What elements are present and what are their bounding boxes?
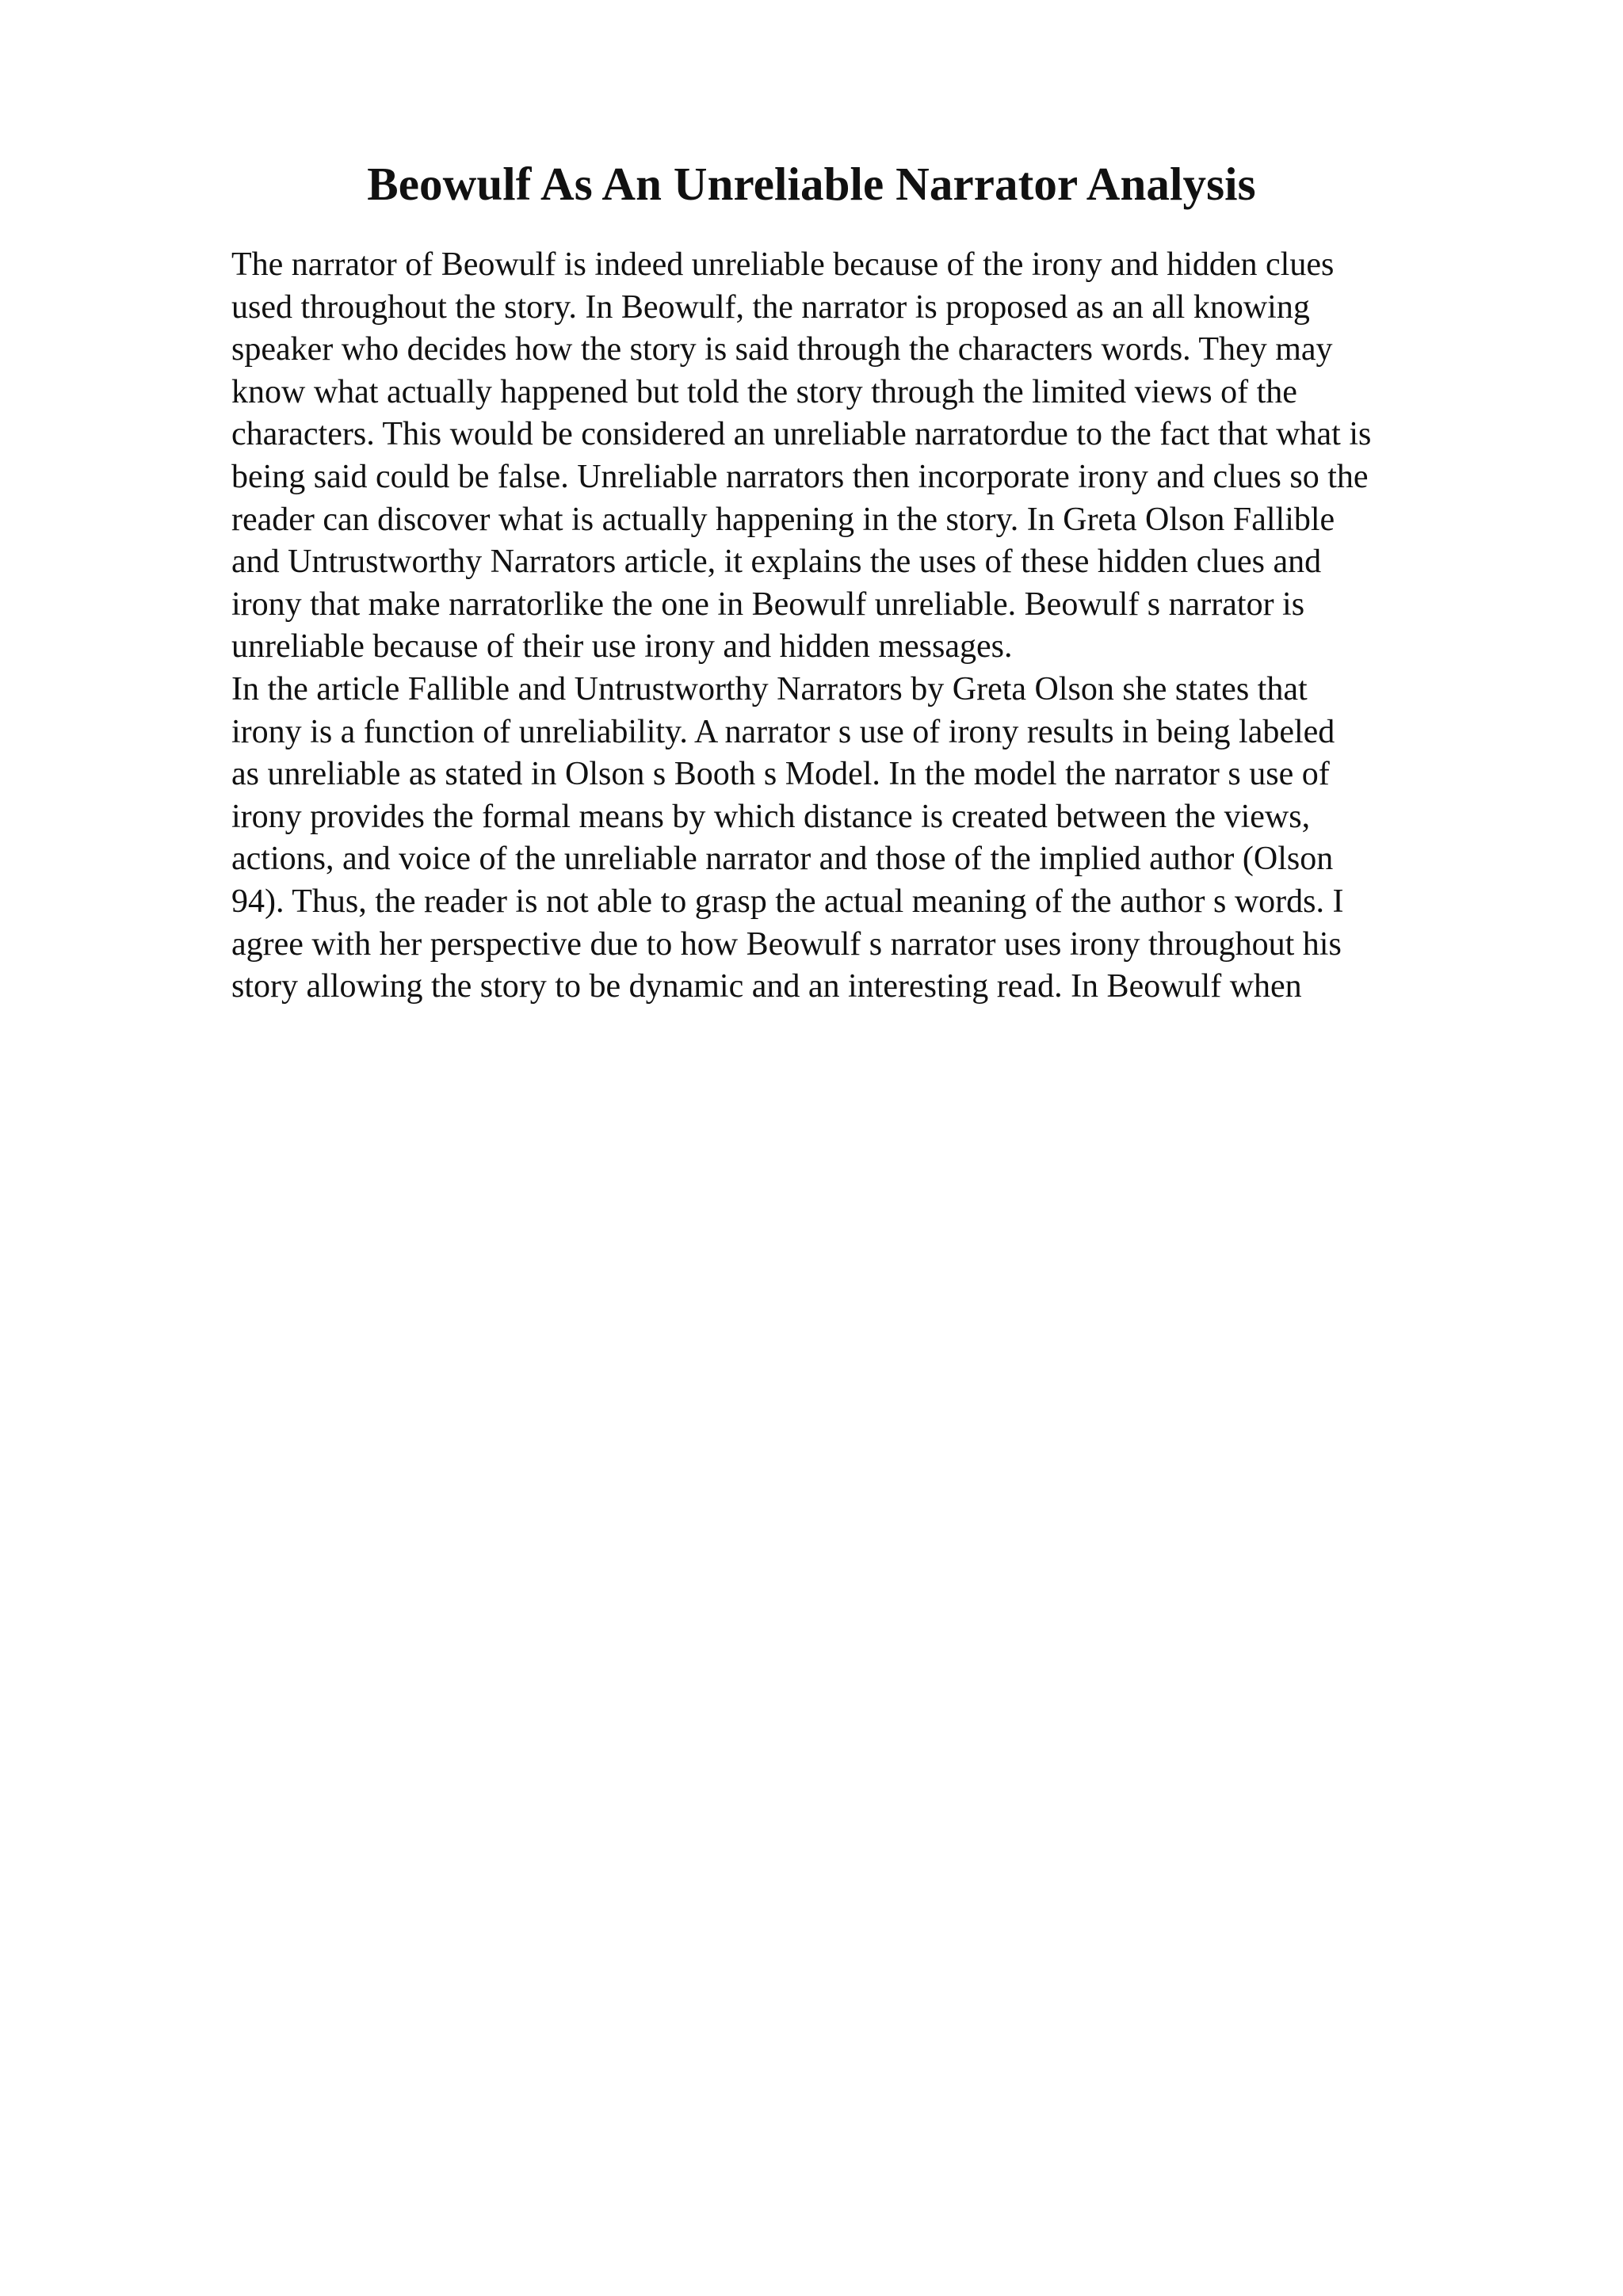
text-line: actions, and voice of the unreliable narrator and those of the implied author (Olson: [231, 841, 1334, 878]
text-line: as unreliable as stated in Olson s Booth s Model. In the model the narrator s use of: [231, 756, 1330, 793]
text-line: know what actually happened but told the story through the limited views of the: [231, 373, 1297, 410]
text-line: being said could be false. Unreliable narrators then incorporate irony and clues so the: [231, 458, 1369, 495]
text-line: In the article Fallible and Untrustworthy Narrators by Greta Olson she states that: [231, 670, 1308, 707]
text-line: irony provides the formal means by which distance is created between the views,: [231, 798, 1311, 835]
text-line: irony is a function of unreliability. A narrator s use of irony results in being labeled: [231, 713, 1335, 750]
document-title: Beowulf As An Unreliable Narrator Analysis: [367, 158, 1256, 210]
text-line: unreliable because of their use irony and hidden messages.: [231, 628, 1013, 666]
text-line: used throughout the story. In Beowulf, the narrator is proposed as an all knowing: [231, 288, 1310, 326]
text-line: characters. This would be considered an unreliable narratordue to the fact that what is: [231, 416, 1372, 453]
text-line: and Untrustworthy Narrators article, it explains the uses of these hidden clues and: [231, 543, 1322, 581]
text-line: agree with her perspective due to how Beowulf s narrator uses irony throughout his: [231, 925, 1342, 963]
text-line: story allowing the story to be dynamic and an interesting read. In Beowulf when: [231, 968, 1302, 1005]
text-line: irony that make narratorlike the one in Beowulf unreliable. Beowulf s narrator is: [231, 585, 1305, 623]
essay-body: [231, 244, 1499, 1009]
text-line: 94). Thus, the reader is not able to grasp the actual meaning of the author s words. I: [231, 883, 1344, 920]
text-line: speaker who decides how the story is said through the characters words. They may: [231, 331, 1333, 368]
text-line: reader can discover what is actually happening in the story. In Greta Olson Fallible: [231, 501, 1335, 538]
text-line: The narrator of Beowulf is indeed unreliable because of the irony and hidden clues: [231, 246, 1335, 283]
